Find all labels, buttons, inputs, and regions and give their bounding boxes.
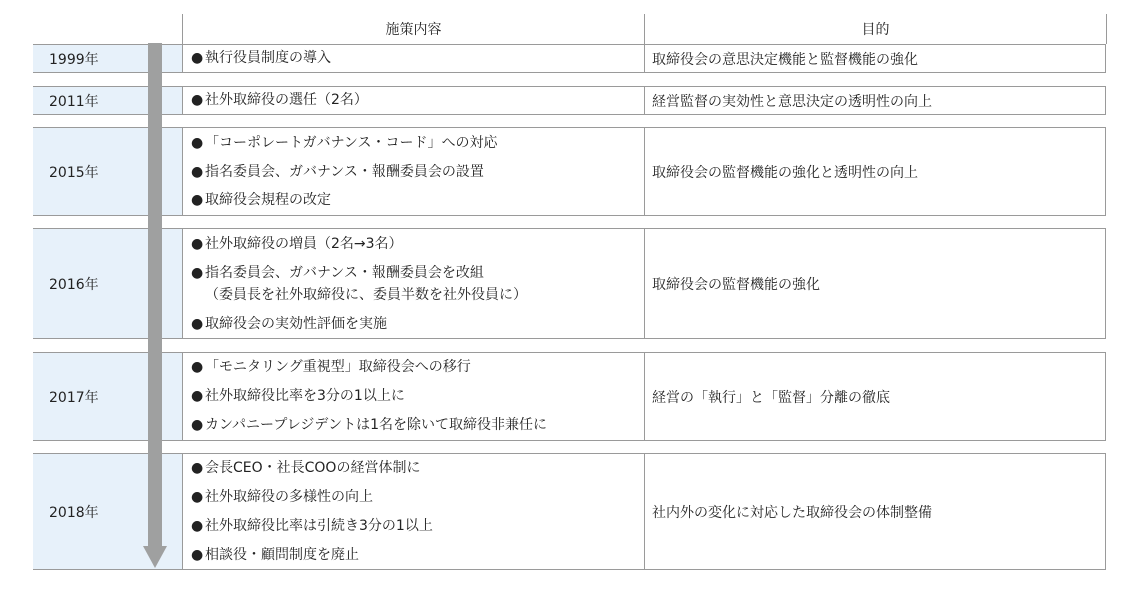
col-separator: [1105, 86, 1106, 115]
measure-item: [191, 416, 547, 434]
col-separator: [182, 228, 183, 339]
year-label: 1999年: [49, 51, 99, 68]
bullet-icon: ●: [191, 388, 204, 404]
bullet-icon: ●: [191, 265, 204, 281]
measures-cell: [191, 44, 636, 73]
measures-cell: [191, 453, 636, 570]
bullet-icon: ●: [191, 164, 204, 180]
measure-item: [191, 134, 497, 152]
header-separator-3: [1106, 14, 1107, 44]
measure-text: 指名委員会、ガバナンス・報酬委員会の設置: [205, 164, 484, 180]
measure-text: （委員長を社外取締役に、委員半数を社外役員に）: [205, 287, 527, 303]
year-label: 2015年: [49, 164, 99, 181]
col-separator: [644, 44, 645, 73]
measure-item: [191, 488, 373, 506]
bullet-icon: ●: [191, 92, 204, 108]
header-purpose: 目的: [861, 22, 890, 38]
measure-text: 執行役員制度の導入: [205, 50, 331, 66]
measure-text: 社外取締役の多様性の向上: [205, 489, 373, 505]
measure-item: [191, 191, 331, 209]
timeline-arrow-down-icon: [143, 546, 167, 568]
measure-item: [191, 517, 433, 535]
col-separator: [1105, 453, 1106, 570]
bullet-icon: ●: [191, 236, 204, 252]
purpose-cell: 経営監督の実効性と意思決定の透明性の向上: [652, 93, 932, 110]
bullet-icon: ●: [191, 489, 204, 505]
measure-item: [191, 49, 331, 67]
bullet-icon: ●: [191, 417, 204, 433]
measure-item: [191, 91, 368, 109]
measure-text: 社外取締役比率を3分の1以上に: [205, 388, 405, 404]
col-separator: [644, 352, 645, 441]
row-2016: [33, 228, 1106, 339]
row-2017: [33, 352, 1106, 441]
measure-item: [191, 546, 359, 564]
header-measures: 施策内容: [385, 22, 442, 38]
col-separator: [182, 352, 183, 441]
measure-text: 「コーポレートガバナンス・コード」への対応: [205, 135, 498, 151]
measure-text: 取締役会の実効性評価を実施: [205, 316, 387, 332]
col-separator: [182, 453, 183, 570]
measure-text: 指名委員会、ガバナンス・報酬委員会を改組: [205, 265, 484, 281]
purpose-cell: 取締役会の意思決定機能と監督機能の強化: [652, 51, 918, 68]
measure-item: [191, 264, 484, 282]
row-2011: [33, 86, 1106, 115]
timeline-arrow-shaft: [148, 43, 162, 548]
measure-text: 「モニタリング重視型」取締役会への移行: [205, 359, 471, 375]
col-separator: [182, 86, 183, 115]
measure-text: 社外取締役の選任（2名）: [205, 92, 368, 108]
col-separator: [1105, 127, 1106, 216]
bullet-icon: ●: [191, 192, 204, 208]
bullet-icon: ●: [191, 359, 204, 375]
col-separator: [182, 44, 183, 73]
row-1999: [33, 44, 1106, 73]
measures-cell: [191, 127, 636, 216]
purpose-cell: 取締役会の監督機能の強化と透明性の向上: [652, 164, 918, 181]
measure-text: 会長CEO・社長COOの経営体制に: [205, 460, 421, 476]
bullet-icon: ●: [191, 547, 204, 563]
row-2018: [33, 453, 1106, 570]
col-separator: [1105, 44, 1106, 73]
col-separator: [1105, 352, 1106, 441]
measures-cell: [191, 228, 636, 339]
col-separator: [644, 86, 645, 115]
bullet-icon: ●: [191, 460, 204, 476]
col-separator: [644, 228, 645, 339]
col-separator: [1105, 228, 1106, 339]
measure-item: [191, 235, 403, 253]
bullet-icon: ●: [191, 316, 204, 332]
purpose-cell: 経営の「執行」と「監督」分離の徹底: [652, 389, 890, 406]
measure-text: カンパニープレジデントは1名を除いて取締役非兼任に: [205, 417, 548, 433]
bullet-icon: ●: [191, 50, 204, 66]
measure-item: [191, 315, 387, 333]
measure-item: [191, 459, 420, 477]
measure-item: [191, 358, 471, 376]
measure-text: 相談役・顧問制度を廃止: [205, 547, 359, 563]
year-label: 2011年: [49, 93, 99, 110]
year-label: 2017年: [49, 389, 99, 406]
row-2015: [33, 127, 1106, 216]
purpose-cell: 社内外の変化に対応した取締役会の体制整備: [652, 504, 932, 521]
col-separator: [182, 127, 183, 216]
measure-text: 取締役会規程の改定: [205, 192, 331, 208]
year-label: 2016年: [49, 276, 99, 293]
measure-item-continuation: [191, 286, 527, 304]
measure-text: 社外取締役の増員（2名→3名）: [205, 236, 403, 252]
measure-item: [191, 387, 405, 405]
bullet-icon: ●: [191, 518, 204, 534]
measure-text: 社外取締役比率は引続き3分の1以上: [205, 518, 433, 534]
measures-cell: [191, 86, 636, 115]
bullet-icon: ●: [191, 135, 204, 151]
col-separator: [644, 127, 645, 216]
measure-item: [191, 163, 484, 181]
purpose-cell: 取締役会の監督機能の強化: [652, 276, 820, 293]
measures-cell: [191, 352, 636, 441]
col-separator: [644, 453, 645, 570]
year-label: 2018年: [49, 504, 99, 521]
